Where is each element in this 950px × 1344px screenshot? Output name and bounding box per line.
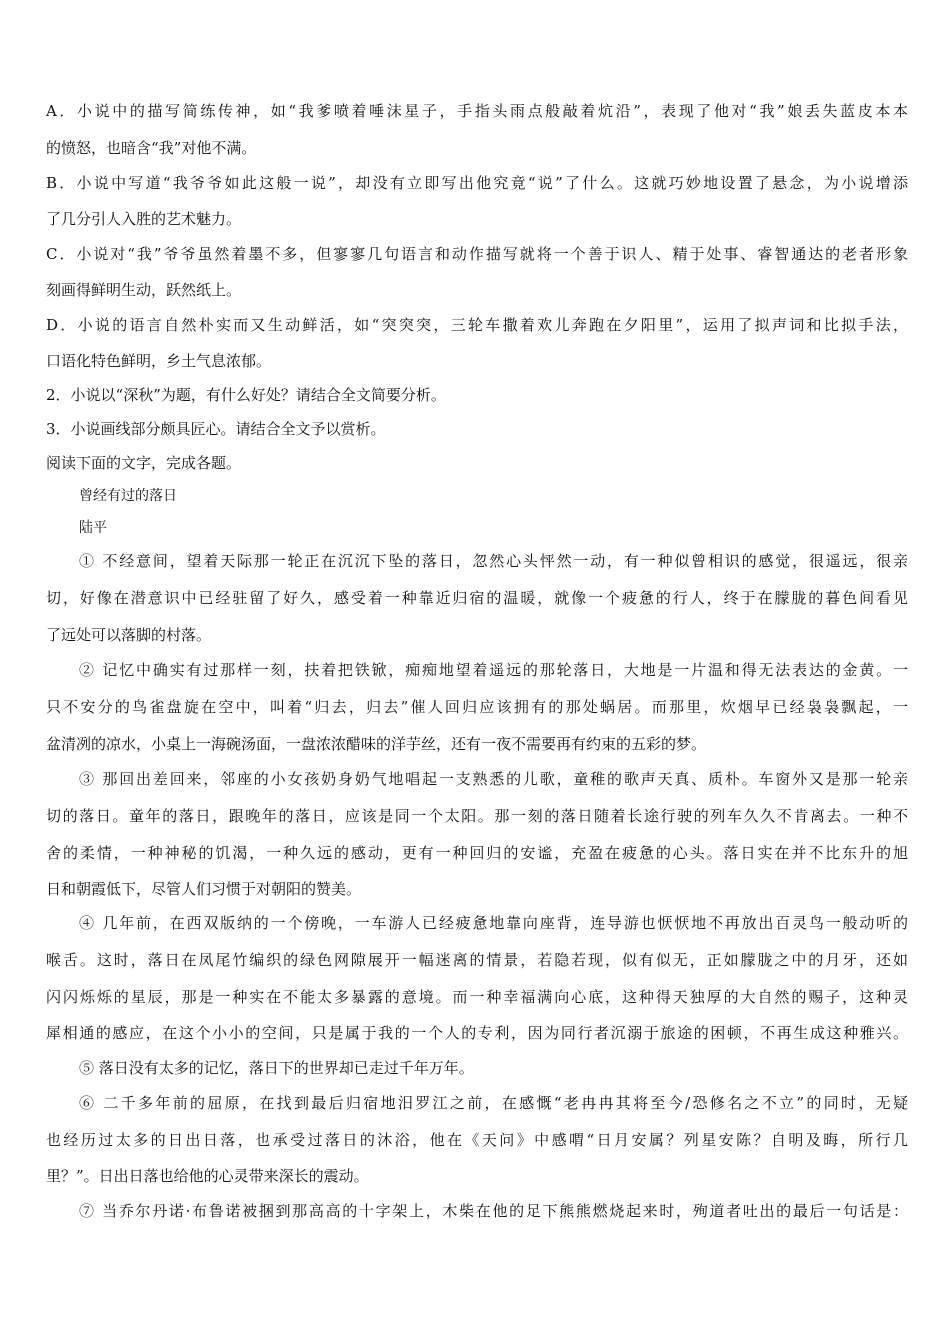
reading-instruction: 阅读下面的文字，完成各题。 (46, 454, 242, 472)
article-title: 曾经有过的落日 (79, 488, 177, 504)
option-a-line-2: 的愤怒，也暗含“我”对他不满。 (46, 139, 257, 157)
article-author: 陆平 (79, 520, 107, 536)
paragraph-2-line-1: ② 记忆中确实有过那样一刻，扶着把铁锨，痴痴地望着遥远的那轮落日，大地是一片温和得无法表达的金黄。一 (79, 661, 908, 679)
option-c-line-2: 刻画得鲜明生动，跃然纸上。 (46, 281, 242, 299)
paragraph-3-line-2: 切的落日。童年的落日，跟晚年的落日，应该是同一个太阳。那一刻的落日随着长途行驶的列车久久不肯离去。一种不 (46, 807, 908, 825)
question-3: 3．小说画线部分颇具匠心。请结合全文予以赏析。 (46, 420, 386, 438)
paragraph-5-line-1: ⑤ 落日没有太多的记忆，落日下的世界却已走过千年万年。 (79, 1059, 474, 1077)
paragraph-2-line-3: 盆清冽的凉水，小桌上一海碗汤面，一盘浓浓醋味的洋芋丝，还有一夜不需要再有约束的五彩的梦。 (46, 735, 707, 753)
paragraph-1-line-3: 了远处可以落脚的村落。 (46, 626, 212, 644)
paragraph-4-line-3: 闪闪烁烁的星辰，那是一种实在不能太多暴露的意境。而一种幸福满向心底，这种得天独厚的大自然的赐子，这种灵 (46, 988, 908, 1006)
paragraph-6-line-2: 也经历过太多的日出日落，也承受过落日的沐浴，他在《天问》中感喟“日月安属？列星安陈？自明及晦，所行几 (46, 1131, 908, 1149)
paragraph-2-line-2: 只不安分的鸟雀盘旋在空中，叫着“归去，归去”催人回归应该拥有的那处蜗居。而那里，炊烟早已经袅袅飘起，一 (46, 698, 908, 716)
paragraph-3-line-3: 舍的柔情，一种神秘的饥渴，一种久远的感动，更有一种回归的安谧，充盈在疲惫的心头。落日实在并不比东升的旭 (46, 844, 908, 862)
option-b-line-2: 了几分引人入胜的艺术魅力。 (46, 210, 242, 228)
paragraph-4-line-1: ④ 几年前，在西双版纳的一个傍晚，一车游人已经疲惫地靠向座背，连导游也恹恹地不再放出百灵鸟一般动听的 (79, 914, 908, 932)
paragraph-1-line-2: 切，好像在潜意识中已经驻留了好久，感受着一种靠近归宿的温暖，就像一个疲惫的行人，终于在朦胧的暮色间看见 (46, 589, 908, 607)
paragraph-6-line-1: ⑥ 二千多年前的屈原，在找到最后归宿地汨罗江之前，在感慨“老冉冉其将至今/恐修名之不立”的同时，无疑 (79, 1094, 908, 1112)
paragraph-4-line-4: 犀相通的感应，在这个小小的空间，只是属于我的一个人的专利，因为同行者沉溺于旅途的困顿，不再生成这种雅兴。 (46, 1024, 908, 1042)
question-2: 2．小说以“深秋”为题，有什么好处？请结合全文简要分析。 (46, 386, 446, 404)
paragraph-4-line-2: 喉舌。这时，落日在凤尾竹编织的绿色网隙展开一幅迷离的情景，若隐若现，似有似无，正如朦胧之中的月牙，还如 (46, 951, 908, 969)
option-a-line-1: A．小说中的描写简练传神，如“我爹喷着唾沫星子，手指头雨点般敲着炕沿”，表现了他对“我”娘丢失蓝皮本本 (46, 102, 908, 120)
paragraph-3-line-4: 日和朝霞低下，尽管人们习惯于对朝阳的赞美。 (46, 880, 362, 898)
paragraph-3-line-1: ③ 那回出差回来，邻座的小女孩奶身奶气地唱起一支熟悉的儿歌，童稚的歌声天真、质朴。车窗外又是那一轮亲 (79, 770, 908, 788)
paragraph-7-line-1: ⑦ 当乔尔丹诺·布鲁诺被捆到那高高的十字架上，木柴在他的足下熊熊燃烧起来时，殉道者吐出的最后一句话是： (79, 1202, 908, 1220)
paragraph-1-line-1: ① 不经意间，望着天际那一轮正在沉沉下坠的落日，忽然心头怦然一动，有一种似曾相识的感觉，很遥远，很亲 (79, 552, 908, 570)
paragraph-6-line-3: 里？”。日出日落也给他的心灵带来深长的震动。 (46, 1167, 369, 1185)
option-d-line-1: D．小说的语言自然朴实而又生动鲜活，如“突突突，三轮车撒着欢儿奔跑在夕阳里”，运用了拟声词和比拟手法， (46, 316, 908, 334)
option-d-line-2: 口语化特色鲜明，乡土气息浓郁。 (46, 352, 272, 370)
option-c-line-1: C．小说对“我”爷爷虽然着墨不多，但寥寥几句语言和动作描写就将一个善于识人、精于处事、睿智通达的老者形象 (46, 245, 908, 263)
option-b-line-1: B．小说中写道“我爷爷如此这般一说”，却没有立即写出他究竟“说”了什么。这就巧妙地设置了悬念，为小说增添 (46, 174, 908, 192)
